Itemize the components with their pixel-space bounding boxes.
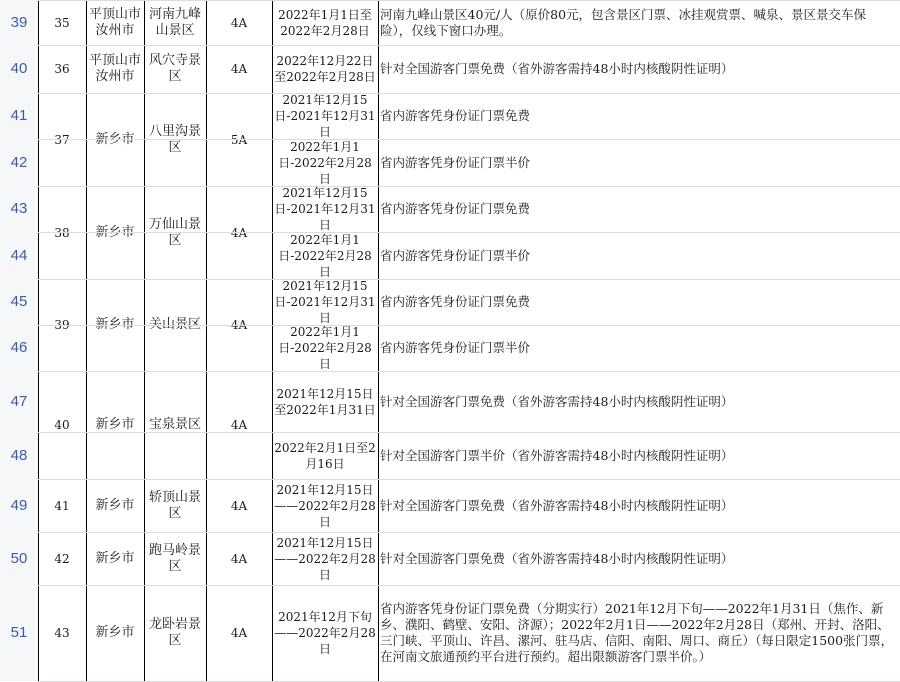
row-separator (38, 371, 900, 372)
row-separator (38, 232, 900, 233)
date-range-cell: 2021年12月15日——2022年2月28日 (274, 482, 376, 529)
seq-cell: 35 (54, 15, 70, 30)
scenic-name-cell: 宝泉景区 (148, 417, 201, 432)
date-range-cell: 2021年12月15日——2022年2月28日 (274, 535, 376, 582)
scenic-name-cell: 万仙山景区 (148, 216, 201, 248)
policy-cell: 省内游客凭身份证门票免费 (380, 201, 531, 216)
policy-cell: 针对全国游客门票免费（省外游客需持48小时内核酸阴性证明） (380, 497, 734, 513)
policy-cell: 省内游客凭身份证门票免费 (380, 294, 531, 309)
date-range-cell: 2022年12月22日至2022年2月28日 (274, 54, 376, 84)
row-number[interactable]: 51 (10, 624, 28, 641)
level-cell: 4A (230, 318, 248, 332)
policy-cell: 省内游客凭身份证门票半价 (380, 340, 531, 355)
scenic-name-cell: 跑马岭景区 (148, 542, 201, 574)
row-separator (38, 532, 900, 533)
row-separator (38, 93, 900, 94)
city-cell: 平顶山市汝州市 (88, 6, 141, 38)
row-number[interactable]: 48 (10, 446, 28, 464)
row-separator (38, 0, 900, 1)
date-range-cell: 2021年12月15日至2022年1月31日 (274, 386, 376, 417)
date-range-cell: 2022年1月1日-2022年2月28日 (278, 232, 372, 279)
scenic-name-cell: 关山景区 (148, 317, 201, 332)
row-separator (38, 139, 900, 140)
scenic-name-cell: 龙卧岩景区 (148, 617, 201, 648)
date-range-cell: 2022年1月1日-2022年2月28日 (278, 139, 372, 186)
row-separator (38, 45, 900, 46)
column-border (378, 0, 379, 681)
scenic-name-cell: 风穴寺景区 (148, 53, 201, 84)
level-cell: 4A (230, 225, 248, 240)
row-separator (38, 479, 900, 480)
date-range-cell: 2022年1月1日至2022年2月28日 (278, 7, 372, 38)
row-number[interactable]: 47 (10, 392, 28, 410)
row-separator (38, 186, 900, 187)
city-cell: 新乡市 (95, 497, 135, 513)
policy-cell: 针对全国游客门票免费（省外游客需持48小时内核酸阴性证明） (380, 393, 734, 409)
scenic-name-cell: 轿顶山景区 (148, 489, 201, 521)
column-border (272, 0, 273, 681)
city-cell: 新乡市 (95, 131, 135, 147)
row-number[interactable]: 45 (10, 293, 28, 310)
city-cell: 新乡市 (95, 317, 135, 332)
date-range-cell: 2021年12月下旬——2022年2月28日 (274, 610, 376, 656)
scenic-name-cell: 八里沟景区 (148, 123, 201, 155)
date-range-cell: 2022年2月1日至2月16日 (274, 440, 376, 471)
row-number[interactable]: 46 (10, 339, 28, 356)
policy-cell: 省内游客凭身份证门票免费 (380, 108, 531, 123)
seq-cell: 36 (54, 62, 70, 76)
level-cell: 4A (230, 551, 248, 566)
row-number[interactable]: 39 (10, 13, 28, 31)
date-range-cell: 2021年12月15日-2021年12月31日 (274, 279, 376, 325)
city-cell: 新乡市 (95, 417, 135, 432)
row-separator (38, 325, 900, 326)
date-range-cell: 2022年1月1日-2022年2月28日 (278, 325, 372, 371)
seq-cell: 42 (54, 551, 70, 566)
row-number[interactable]: 44 (10, 246, 28, 264)
policy-cell: 针对全国游客门票半价（省外游客需持48小时内核酸阴性证明） (380, 447, 734, 463)
level-cell: 5A (230, 132, 248, 147)
city-cell: 新乡市 (95, 550, 135, 566)
policy-cell: 省内游客凭身份证门票免费（分期实行）2021年12月下旬——2022年1月31日（焦作、新乡、濮阳、鹤壁、安阳、济源）；2022年2月1日——2022年2月28日（郑州、开封、洛阳、三门峡、平顶山、许昌、漯河、驻马店、信阳、南阳、周口、商丘）（每日限定1500张门票，在河南文旅通预约平台进行预约。超出限额游客门票半价。） (380, 601, 894, 664)
row-number[interactable]: 43 (10, 200, 28, 217)
column-border (144, 0, 145, 681)
row-separator (38, 279, 900, 280)
seq-cell: 38 (54, 225, 70, 240)
seq-cell: 40 (54, 418, 70, 432)
level-cell: 4A (230, 498, 248, 513)
seq-cell: 43 (54, 626, 70, 640)
scenic-name-cell: 河南九峰山景区 (148, 6, 201, 38)
policy-cell: 省内游客凭身份证门票半价 (380, 247, 531, 263)
row-separator (38, 432, 900, 433)
level-cell: 4A (230, 15, 248, 30)
row-number[interactable]: 49 (10, 496, 28, 514)
row-number[interactable]: 42 (10, 153, 28, 171)
column-border (206, 0, 207, 681)
date-range-cell: 2021年12月15日-2021年12月31日 (274, 93, 376, 139)
level-cell: 4A (230, 62, 248, 76)
column-border (86, 0, 87, 681)
city-cell: 新乡市 (95, 224, 135, 240)
level-cell: 4A (230, 418, 248, 432)
row-separator (38, 585, 900, 586)
policy-cell: 河南九峰山景区40元/人（原价80元，包含景区门票、冰挂观赏票、喊泉、景区景交车保险），仅线下窗口办理。 (380, 6, 867, 38)
column-border (38, 0, 39, 681)
level-cell: 4A (230, 626, 248, 640)
city-cell: 新乡市 (95, 625, 135, 640)
row-number[interactable]: 50 (10, 549, 28, 567)
date-range-cell: 2021年12月15日-2021年12月31日 (274, 186, 376, 232)
seq-cell: 37 (54, 132, 70, 147)
seq-cell: 41 (54, 498, 70, 513)
city-cell: 平顶山市汝州市 (88, 53, 141, 84)
policy-cell: 针对全国游客门票免费（省外游客需持48小时内核酸阴性证明） (380, 61, 734, 76)
seq-cell: 39 (54, 318, 70, 332)
row-number[interactable]: 41 (10, 107, 28, 124)
policy-cell: 省内游客凭身份证门票半价 (380, 154, 531, 170)
policy-cell: 针对全国游客门票免费（省外游客需持48小时内核酸阴性证明） (380, 550, 734, 566)
scenic-policy-table (38, 0, 900, 681)
row-number[interactable]: 40 (10, 60, 28, 77)
